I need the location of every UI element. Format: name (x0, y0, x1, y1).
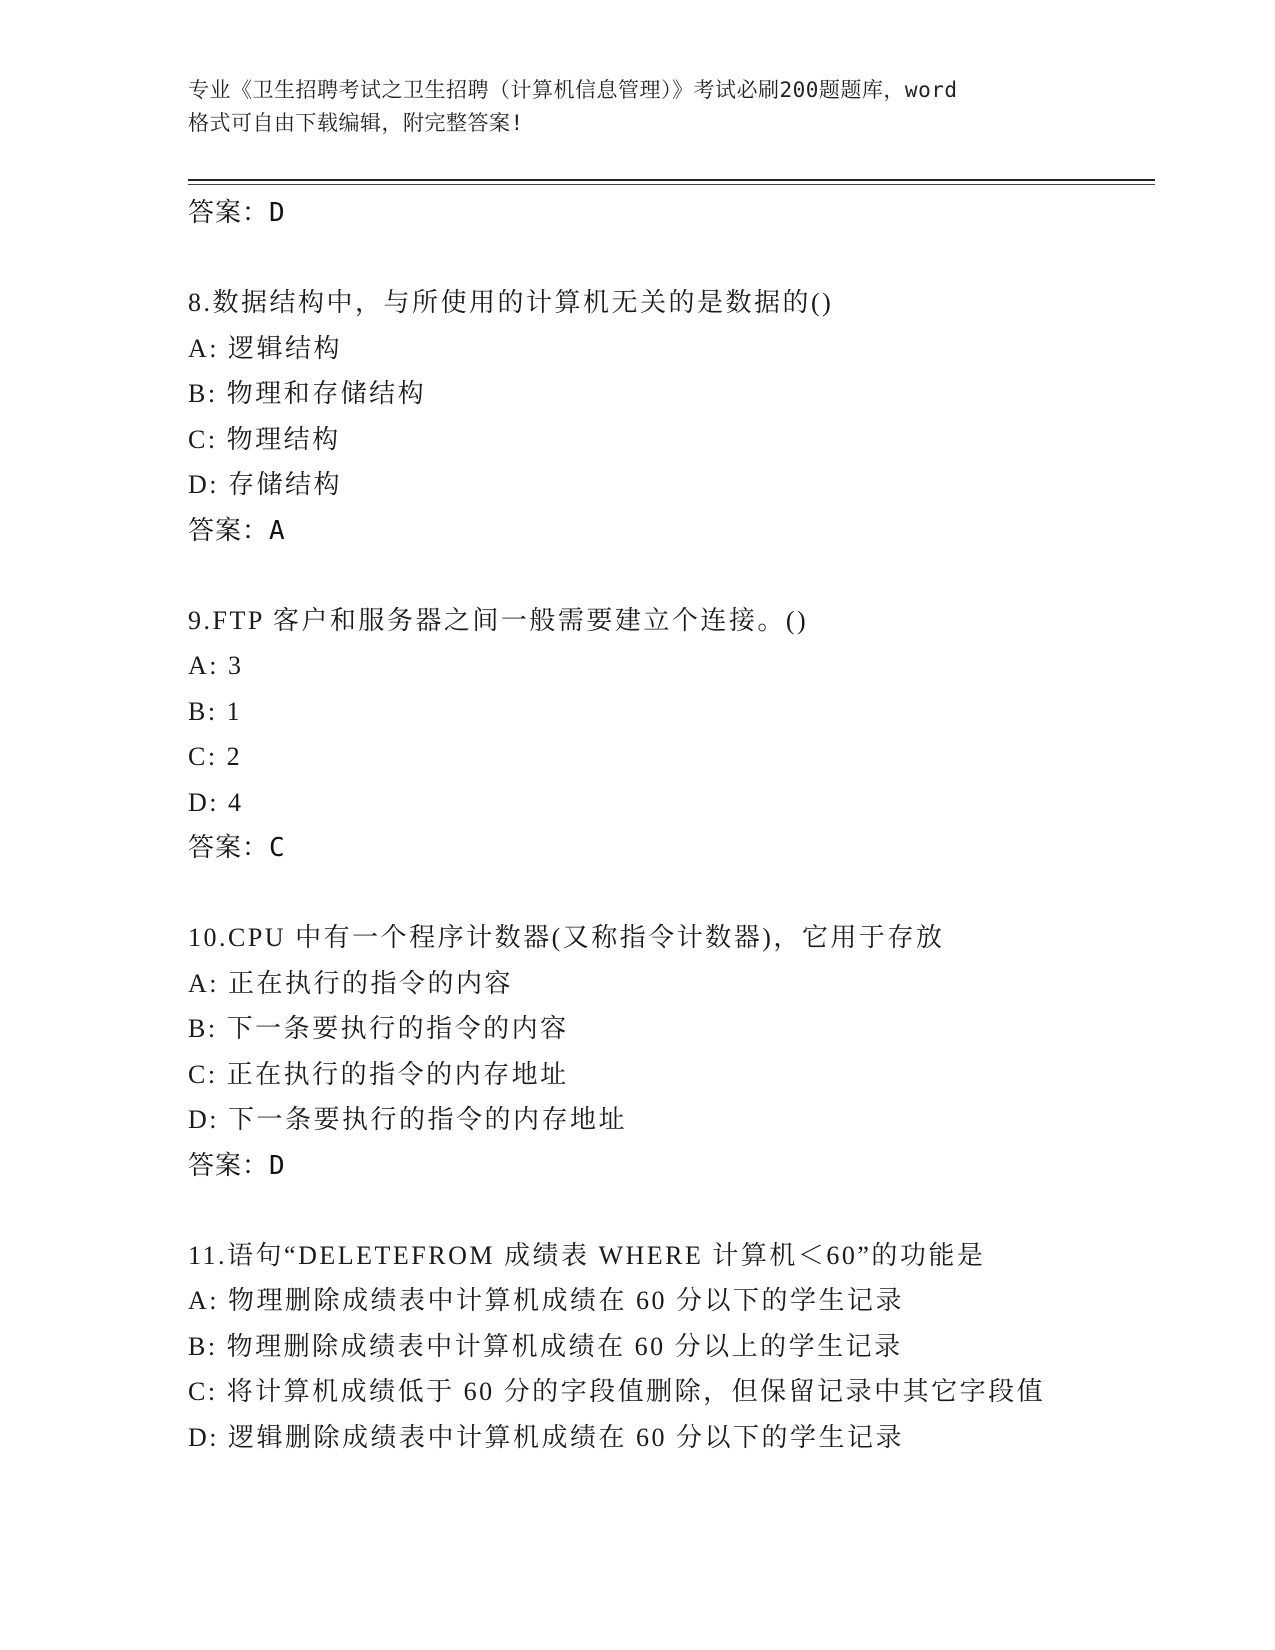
header-divider-thin (188, 184, 1155, 185)
option-d: D: 存储结构 (188, 470, 343, 499)
option-d: D: 4 (188, 787, 244, 817)
header-line-2: 格式可自由下载编辑，附完整答案! (188, 111, 524, 135)
question-block (188, 1233, 1148, 1461)
option-a: A: 正在执行的指令的内容 (188, 968, 514, 998)
header-divider-thick (188, 179, 1155, 181)
question-stem: 11.语句“DELETEFROM 成绩表 WHERE 计算机＜60”的功能是 (188, 1240, 986, 1270)
question-stem: 9.FTP 客户和服务器之间一般需要建立个连接。() (188, 605, 809, 635)
option-d: D: 逻辑删除成绩表中计算机成绩在 60 分以下的学生记录 (188, 1422, 905, 1452)
option-c: C: 将计算机成绩低于 60 分的字段值删除，但保留记录中其它字段值 (188, 1377, 1046, 1406)
option-a: A: 逻辑结构 (188, 333, 343, 363)
spacer (188, 236, 1148, 280)
option-b: B: 物理和存储结构 (188, 379, 427, 408)
answer-line: 答案：D (188, 1150, 286, 1181)
document-header (188, 74, 1088, 140)
answer-line: 答案：A (188, 515, 286, 546)
option-c: C: 正在执行的指令的内存地址 (188, 1059, 569, 1089)
question-block (188, 280, 1148, 554)
option-d: D: 下一条要执行的指令的内存地址 (188, 1105, 628, 1134)
option-a: A: 物理删除成绩表中计算机成绩在 60 分以下的学生记录 (188, 1286, 905, 1315)
question-block (188, 915, 1148, 1189)
option-c: C: 2 (188, 742, 243, 771)
option-a: A: 3 (188, 651, 244, 680)
option-b: B: 1 (188, 696, 243, 726)
option-c: C: 物理结构 (188, 424, 341, 454)
question-stem: 8.数据结构中，与所使用的计算机无关的是数据的() (188, 288, 834, 317)
answer-line: 答案：D (188, 198, 286, 228)
answer-line: 答案：C (188, 833, 286, 863)
spacer (188, 1189, 1148, 1233)
spacer (188, 554, 1148, 598)
header-line-1: 专业《卫生招聘考试之卫生招聘（计算机信息管理）》考试必刷200题题库，word (188, 78, 958, 102)
question-block (188, 598, 1148, 872)
question-stem: 10.CPU 中有一个程序计数器(又称指令计数器)，它用于存放 (188, 923, 945, 952)
option-b: B: 下一条要执行的指令的内容 (188, 1014, 569, 1043)
question-list (188, 190, 1148, 1460)
option-b: B: 物理删除成绩表中计算机成绩在 60 分以上的学生记录 (188, 1331, 903, 1361)
spacer (188, 871, 1148, 915)
